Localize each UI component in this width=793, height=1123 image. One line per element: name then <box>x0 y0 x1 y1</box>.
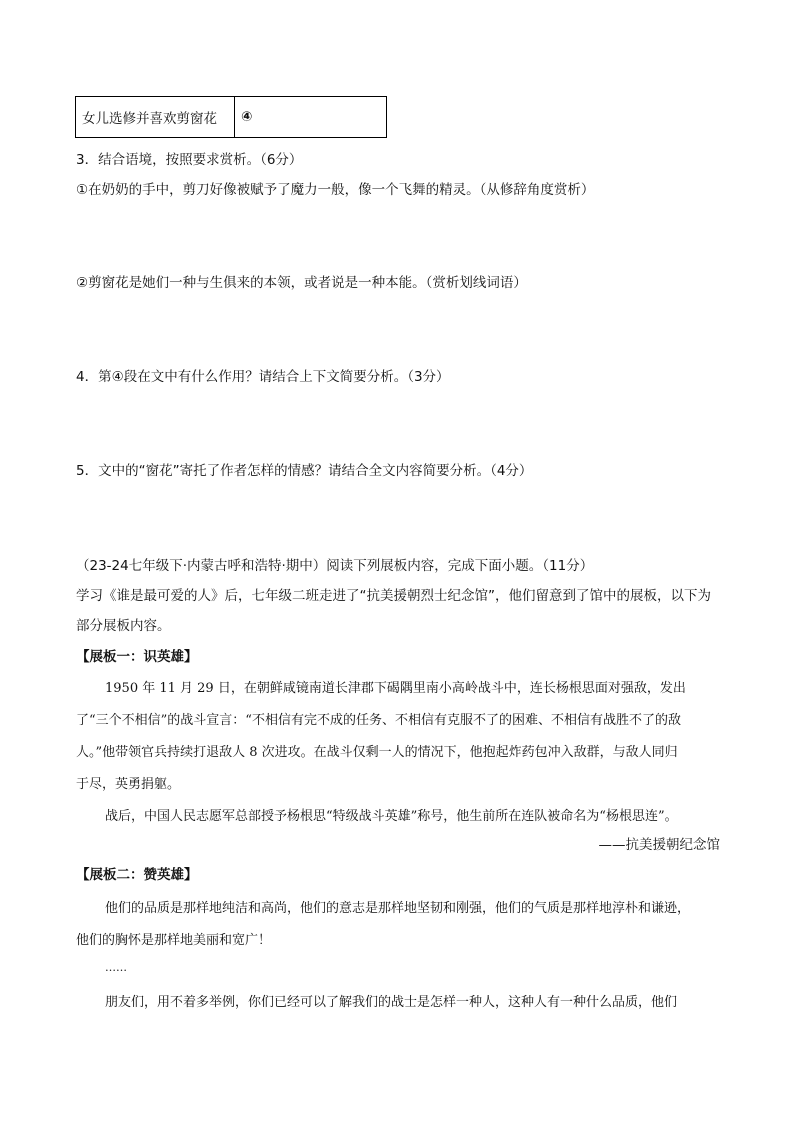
board-2-line: 他们的品质是那样地纯洁和高尚，他们的意志是那样地坚韧和刚强，他们的气质是那样地淳朴和谦逊， <box>105 901 691 916</box>
board-2-line: …… <box>105 961 127 974</box>
board-2-line: 他们的胸怀是那样地美丽和宽广！ <box>76 933 272 948</box>
question-5: 5．文中的“窗花”寄托了作者怎样的情感？请结合全文内容简要分析。（4分） <box>76 463 533 479</box>
answer-table <box>75 96 387 138</box>
question-3-title: 3．结合语境，按照要求赏析。（6分） <box>76 152 303 168</box>
board-1-line: 了“三个不相信”的战斗宣言：“不相信有完不成的任务、不相信有克服不了的困难、不相信有战胜不了的敌 <box>76 713 681 728</box>
table-cell: 女儿选修并喜欢剪窗花 <box>76 97 235 138</box>
question-3-part-1: ①在奶奶的手中，剪刀好像被赋予了魔力一般，像一个飞舞的精灵。（从修辞角度赏析） <box>76 182 595 198</box>
section-source: （23-24七年级下·内蒙古呼和浩特·期中）阅读下列展板内容，完成下面小题。（11分） <box>76 558 594 574</box>
section-intro-line: 部分展板内容。 <box>76 618 171 634</box>
question-4: 4．第④段在文中有什么作用？请结合上下文简要分析。（3分） <box>76 369 450 385</box>
board-2-heading: 【展板二：赞英雄】 <box>76 867 198 883</box>
question-3-part-2: ②剪窗花是她们一种与生俱来的本领，或者说是一种本能。（赏析划线词语） <box>76 275 527 291</box>
board-1-line: 1950 年 11 月 29 日，在朝鲜咸镜南道长津郡下碣隅里南小高岭战斗中，连长杨根思面对强敌，发出 <box>105 681 686 696</box>
table-row <box>76 97 387 138</box>
board-1-line: 人。”他带领官兵持续打退敌人 8 次进攻。在战斗仅剩一人的情况下，他抱起炸药包冲入敌群，与敌人同归 <box>76 745 678 760</box>
table-cell: ④ <box>235 97 387 138</box>
board-2-line: 朋友们，用不着多举例，你们已经可以了解我们的战士是怎样一种人，这种人有一种什么品质，他们 <box>105 995 678 1010</box>
board-1-attribution: ——抗美援朝纪念馆 <box>598 837 720 853</box>
board-1-line: 战后，中国人民志愿军总部授予杨根思“特级战斗英雄”称号，他生前所在连队被命名为“杨根思连”。 <box>105 809 678 824</box>
board-1-heading: 【展板一：识英雄】 <box>76 649 198 665</box>
section-intro-line: 学习《谁是最可爱的人》后，七年级二班走进了“抗美援朝烈士纪念馆”，他们留意到了馆中的展板，以下为 <box>76 588 711 604</box>
board-1-line: 于尽，英勇捐躯。 <box>76 777 181 792</box>
